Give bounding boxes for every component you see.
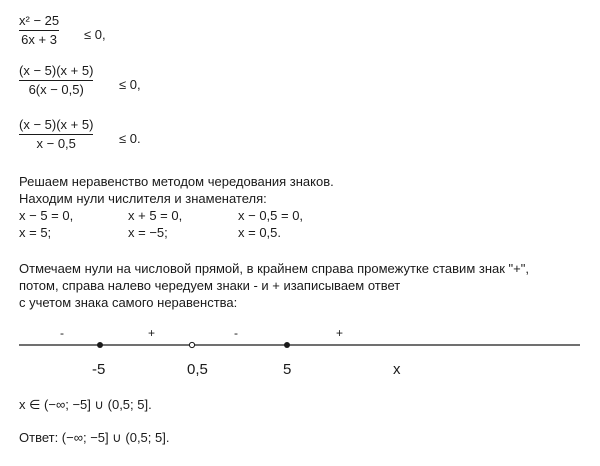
fraction-step-2 [19, 63, 93, 97]
fraction-step-1 [19, 13, 59, 47]
answer: Ответ: (−∞; −5] ∪ (0,5; 5]. [19, 430, 170, 445]
fraction-bar [19, 30, 59, 31]
point-0-5-open [189, 342, 194, 347]
point-minus-5 [97, 342, 103, 348]
explanation-line-2: потом, справа налево чередуем знаки - и + изаписываем ответ [19, 278, 401, 293]
interval-sign-3: - [234, 326, 238, 340]
numerator-step-2: (x − 5)(x + 5) [19, 63, 94, 78]
number-line [0, 330, 600, 360]
point-label-0-5: 0,5 [187, 361, 208, 378]
axis-label-x: x [393, 361, 401, 378]
method-text: Решаем неравенство методом чередования знаков. [19, 174, 334, 189]
fraction-bar [19, 80, 93, 81]
fraction-bar [19, 134, 93, 135]
point-label-5: 5 [283, 361, 292, 378]
zeros-intro: Находим нули числителя и знаменателя: [19, 191, 267, 206]
denominator-step-2: 6(x − 0,5) [28, 82, 84, 97]
interval-sign-1: - [60, 326, 64, 340]
fraction-step-3 [19, 117, 93, 151]
root-3: x = 0,5. [238, 225, 281, 240]
point-5 [284, 342, 290, 348]
numerator-step-3: (x − 5)(x + 5) [19, 117, 94, 132]
equation-1: x − 5 = 0, [19, 208, 74, 223]
interval-sign-4: + [336, 326, 344, 340]
solution-set: x ∈ (−∞; −5] ∪ (0,5; 5]. [19, 397, 152, 412]
interval-sign-2: + [148, 326, 156, 340]
denominator-step-3: x − 0,5 [36, 136, 76, 151]
equation-3: x − 0,5 = 0, [238, 208, 304, 223]
root-1: x = 5; [19, 225, 52, 240]
relation-step-3: ≤ 0. [119, 131, 141, 146]
equation-2: x + 5 = 0, [128, 208, 183, 223]
point-label-minus-5: -5 [92, 361, 106, 378]
relation-step-1: ≤ 0, [84, 27, 106, 42]
explanation-line-3: с учетом знака самого неравенства: [19, 295, 238, 310]
root-2: x = −5; [128, 225, 168, 240]
numerator-step-1: x² − 25 [19, 13, 60, 28]
denominator-step-1: 6x + 3 [21, 32, 57, 47]
explanation-line-1: Отмечаем нули на числовой прямой, в крайнем справа промежутке ставим знак "+", [19, 261, 529, 276]
relation-step-2: ≤ 0, [119, 77, 141, 92]
